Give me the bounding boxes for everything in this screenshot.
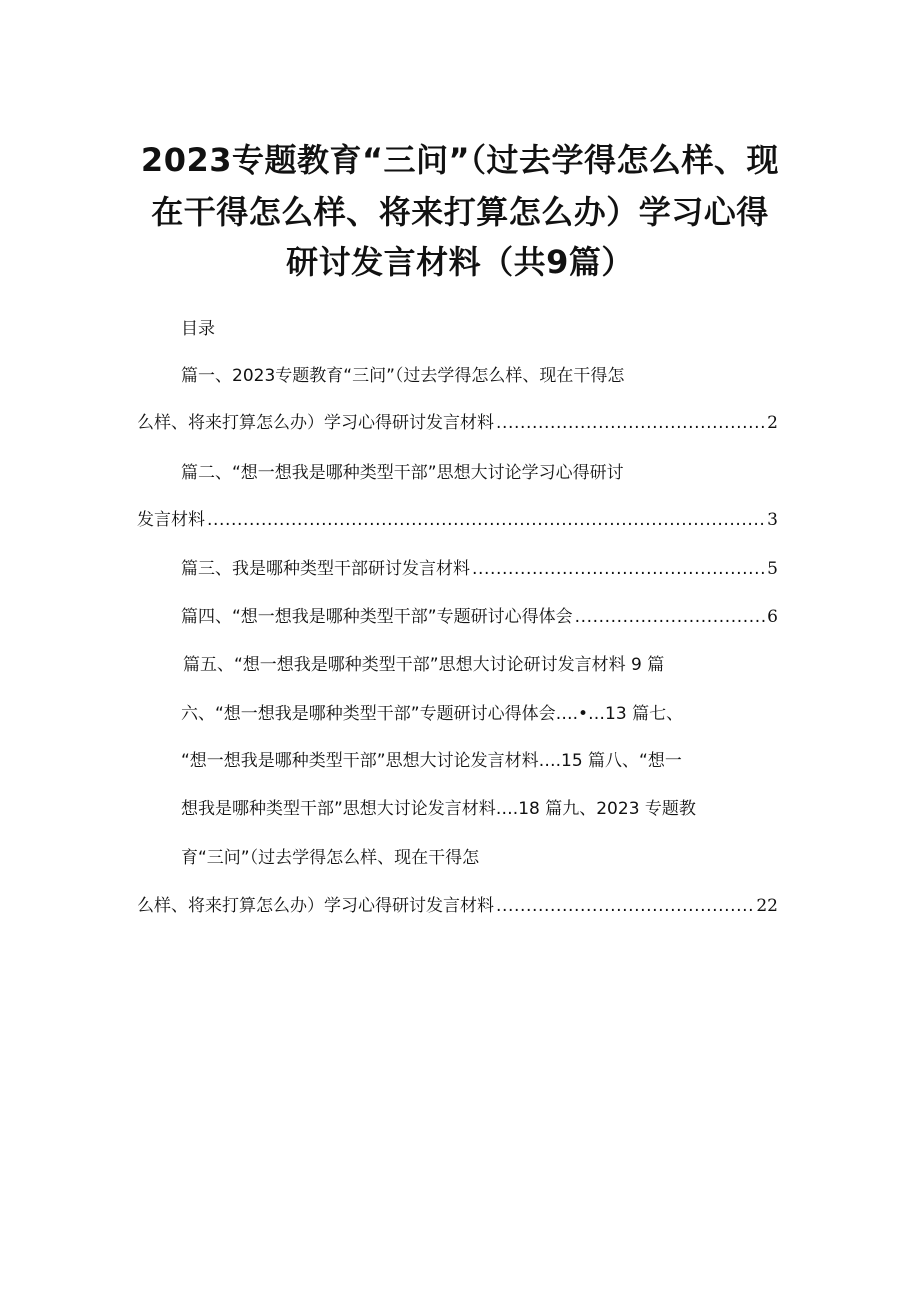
toc-leader-dots xyxy=(575,604,766,630)
toc-entry-1-text: 么样、将来打算怎么办）学习心得研讨发言材料 xyxy=(137,413,494,433)
document-title-line-1: 2023专题教育“三问”（过去学得怎么样、现 xyxy=(140,141,780,179)
toc-entry-4 xyxy=(181,604,778,630)
toc-leader-dots xyxy=(496,893,754,919)
toc-run-line-5: 育“三问”（过去学得怎么样、现在干得怎 xyxy=(181,848,480,868)
toc-leader-dots xyxy=(496,410,765,436)
toc-entry-1-line-2 xyxy=(137,410,778,436)
toc-entry-9-line-2 xyxy=(137,893,778,919)
toc-entry-3-text: 篇三、我是哪种类型干部研讨发言材料 xyxy=(181,559,470,579)
toc-run-line-1: 篇五、“想一想我是哪种类型干部”思想大讨论研讨发言材料 9 篇 xyxy=(183,655,665,675)
toc-entry-9-page: 22 xyxy=(756,896,778,916)
document-title-line-2: 在干得怎么样、将来打算怎么办）学习心得 xyxy=(151,193,769,231)
toc-leader-dots xyxy=(472,556,765,582)
toc-entry-2-line-2 xyxy=(137,507,778,533)
toc-leader-dots xyxy=(207,507,765,533)
toc-entry-9-text: 么样、将来打算怎么办）学习心得研讨发言材料 xyxy=(137,896,494,916)
toc-entry-2-page: 3 xyxy=(767,510,778,530)
toc-entry-2-text: 发言材料 xyxy=(137,510,205,530)
toc-run-line-3: “想一想我是哪种类型干部”思想大讨论发言材料….15 篇八、“想一 xyxy=(181,751,682,771)
toc-entry-4-page: 6 xyxy=(767,607,778,627)
toc-run-line-4: 想我是哪种类型干部”思想大讨论发言材料….18 篇九、2023 专题教 xyxy=(181,799,696,819)
toc-entry-1-page: 2 xyxy=(767,413,778,433)
toc-entry-3 xyxy=(181,556,778,582)
document-title-line-3: 研讨发言材料（共9篇） xyxy=(286,243,634,281)
toc-entry-2-line-1: 篇二、“想一想我是哪种类型干部”思想大讨论学习心得研讨 xyxy=(181,463,624,483)
toc-run-line-2: 六、“想一想我是哪种类型干部”专题研讨心得体会….•…13 篇七、 xyxy=(181,704,684,724)
toc-heading: 目录 xyxy=(181,319,215,339)
toc-entry-4-text: 篇四、“想一想我是哪种类型干部”专题研讨心得体会 xyxy=(181,607,573,627)
toc-entry-3-page: 5 xyxy=(767,559,778,579)
toc-entry-1-line-1: 篇一、2023专题教育“三问”（过去学得怎么样、现在干得怎 xyxy=(181,366,625,386)
